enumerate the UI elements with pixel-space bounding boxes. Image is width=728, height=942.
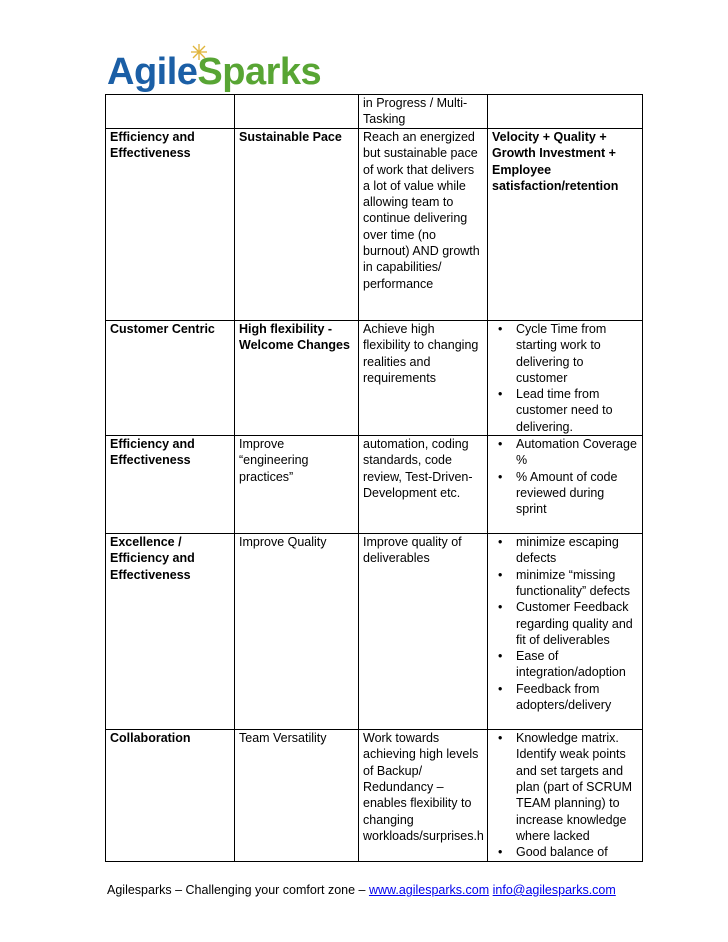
list-item: • Good balance of <box>492 844 638 860</box>
page-footer <box>107 883 616 897</box>
cell-goal <box>106 95 235 129</box>
website-link[interactable]: www.agilesparks.com <box>368 883 490 897</box>
list-item: • minimize escaping defects <box>492 534 638 567</box>
metric-list <box>492 730 638 860</box>
cell-metric <box>488 730 643 862</box>
agilesparks-logo <box>107 40 327 100</box>
list-item: • % Amount of code reviewed during sprint <box>492 469 638 518</box>
table-row <box>106 321 643 436</box>
cell-metric <box>488 95 643 129</box>
cell-objective: Improve “engineering practices” <box>235 436 359 534</box>
table-row <box>106 95 643 129</box>
logo-sparks: Sparks <box>197 51 322 93</box>
cell-description: Work towards achieving high levels of Backup/ Redundancy – enables flexibility to changing workloads/surprises.h <box>359 730 488 862</box>
metric-list <box>492 321 638 435</box>
cell-objective <box>235 95 359 129</box>
list-item: • Knowledge matrix. Identify weak points and set targets and plan (part of SCRUM TEAM planning) to increase knowledge where lacked <box>492 730 638 844</box>
list-item: • Customer Feedback regarding quality and fit of deliverables <box>492 599 638 648</box>
logo-agile: Agile <box>107 51 198 93</box>
cell-metric <box>488 321 643 436</box>
cell-goal: Efficiency and Effectiveness <box>106 129 235 321</box>
list-item: • minimize “missing functionality” defects <box>492 567 638 600</box>
list-item: • Lead time from customer need to delivering. <box>492 386 638 435</box>
table-row <box>106 534 643 730</box>
table-row <box>106 730 643 862</box>
cell-objective: High flexibility - Welcome Changes <box>235 321 359 436</box>
list-item: • Cycle Time from starting work to delivering to customer <box>492 321 638 386</box>
cell-objective: Team Versatility <box>235 730 359 862</box>
cell-objective: Sustainable Pace <box>235 129 359 321</box>
cell-description: Reach an energized but sustainable pace of work that delivers a lot of value while allowing team to continue delivering over time (no burnout) AND growth in capabilities/ performance <box>359 129 488 321</box>
table-row <box>106 129 643 321</box>
cell-description: Achieve high flexibility to changing realities and requirements <box>359 321 488 436</box>
list-item: • Automation Coverage % <box>492 436 638 469</box>
list-item: • Ease of integration/adoption <box>492 648 638 681</box>
cell-description: automation, coding standards, code review, Test-Driven-Development etc. <box>359 436 488 534</box>
cell-metric <box>488 436 643 534</box>
cell-description: in Progress / Multi-Tasking <box>359 95 488 129</box>
list-item: • Feedback from adopters/delivery <box>492 681 638 714</box>
cell-goal: Efficiency and Effectiveness <box>106 436 235 534</box>
footer-text: Agilesparks – Challenging your comfort zone – <box>107 883 369 897</box>
cell-metric <box>488 534 643 730</box>
goals-table <box>105 94 643 862</box>
cell-objective: Improve Quality <box>235 534 359 730</box>
cell-metric: Velocity + Quality + Growth Investment + Employee satisfaction/retention <box>488 129 643 321</box>
table-row <box>106 436 643 534</box>
email-link[interactable]: info@agilesparks.com <box>492 883 616 897</box>
metric-list <box>492 534 638 713</box>
metric-list <box>492 436 638 517</box>
cell-description: Improve quality of deliverables <box>359 534 488 730</box>
cell-goal: Excellence / Efficiency and Effectiveness <box>106 534 235 730</box>
cell-goal: Collaboration <box>106 730 235 862</box>
cell-goal: Customer Centric <box>106 321 235 436</box>
